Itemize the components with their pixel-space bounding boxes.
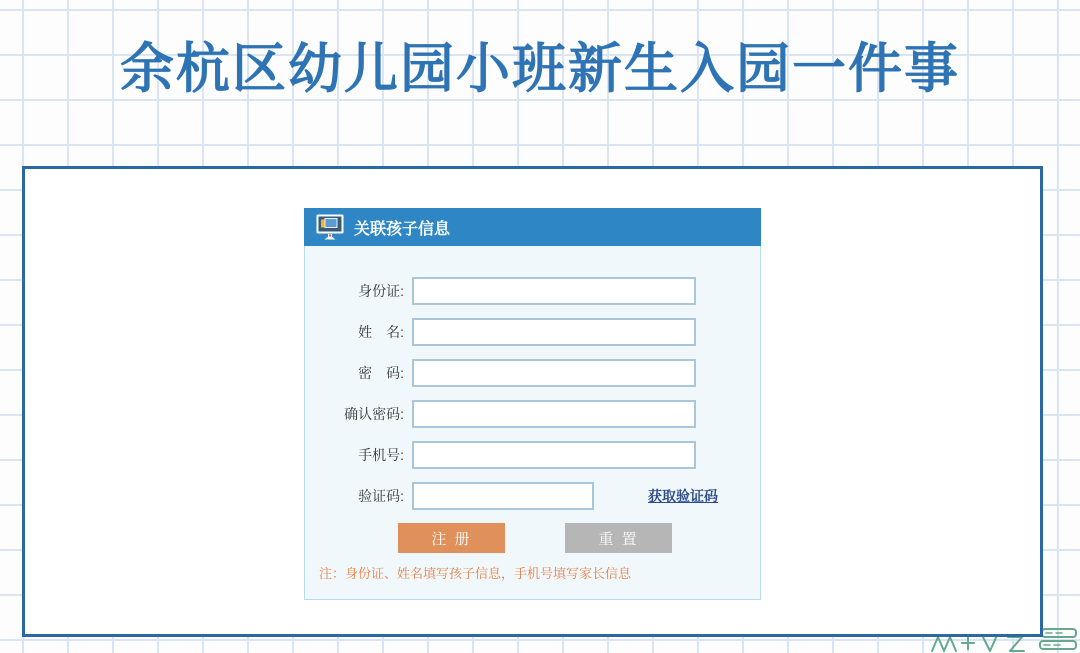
password-label: 密 码:: [358, 365, 404, 381]
form-header-title: 关联孩子信息: [354, 220, 451, 238]
form-header: [304, 208, 761, 246]
mobile-input[interactable]: [412, 441, 696, 469]
id-card-label: 身份证:: [358, 283, 404, 299]
confirm-password-input[interactable]: [412, 400, 696, 428]
confirm-password-label: 确认密码:: [344, 406, 404, 422]
form-row-confirm-password: [313, 400, 752, 428]
captcha-input[interactable]: [412, 482, 594, 510]
id-card-input[interactable]: [412, 277, 696, 305]
page-title: 余杭区幼儿园小班新生入园一件事: [120, 39, 960, 99]
captcha-label: 验证码:: [358, 488, 404, 504]
reset-button[interactable]: 重 置: [565, 523, 672, 553]
form-note: 注：身份证、姓名填写孩子信息，手机号填写家长信息: [319, 566, 632, 581]
monitor-icon: [316, 214, 344, 240]
form-body: [304, 246, 761, 600]
form-row-password: [313, 359, 752, 387]
mobile-label: 手机号:: [358, 447, 404, 463]
form-row-captcha: [313, 482, 752, 510]
name-label: 姓 名:: [358, 324, 404, 340]
form-row-mobile: [313, 441, 752, 469]
register-button[interactable]: 注 册: [398, 523, 505, 553]
name-input[interactable]: [412, 318, 696, 346]
register-form-card: [304, 208, 761, 600]
content-panel: [22, 166, 1043, 637]
button-row: [398, 523, 752, 553]
password-input[interactable]: [412, 359, 696, 387]
form-row-name: [313, 318, 752, 346]
form-row-id-card: [313, 277, 752, 305]
get-captcha-link[interactable]: 获取验证码: [648, 488, 718, 504]
